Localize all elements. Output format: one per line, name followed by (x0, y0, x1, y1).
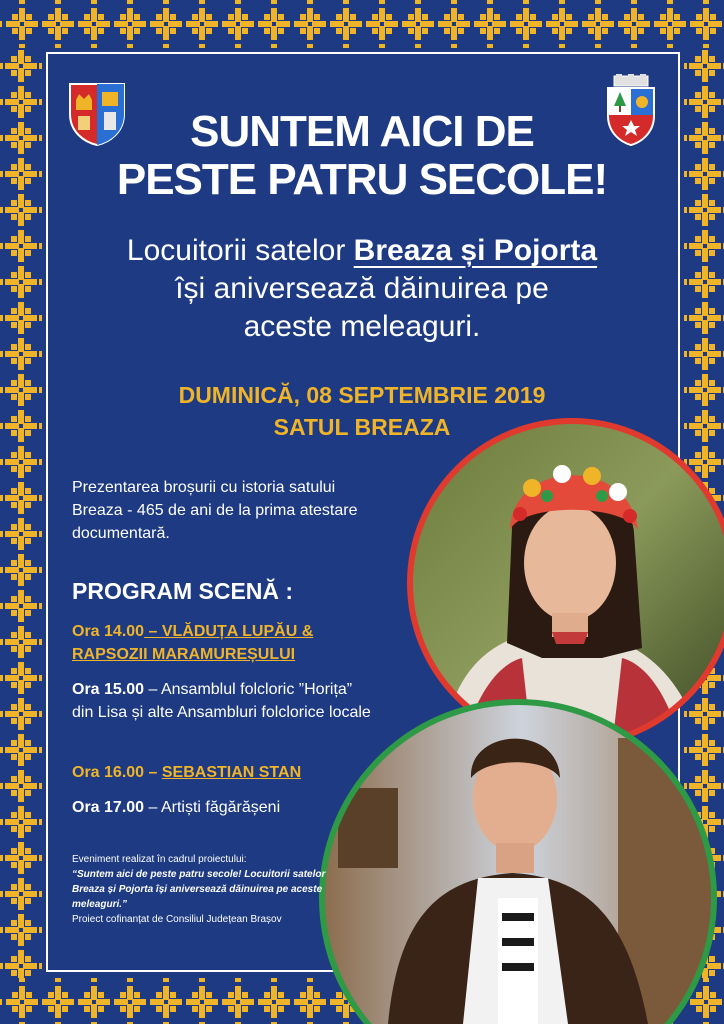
program-item (72, 761, 372, 784)
program-performer: VLĂDUȚA LUPĂU & RAPSOZII MARAMUREȘULUI (72, 623, 314, 663)
event-date: DUMINICĂ, 08 SEPTEMBRIE 2019 (178, 382, 546, 408)
subtitle-line-3: aceste meleaguri. (243, 310, 481, 343)
program-time: Ora 14.00 (72, 623, 145, 640)
funding-quote: “Suntem aici de peste patru secole! Locuitorii satelor Breaza și Pojorta își aniversează dăinuirea pe aceste meleaguri.” (72, 869, 326, 910)
program-sep: – (144, 799, 161, 816)
funding-line-3: Proiect cofinanțat de Consiliul Județean Brașov (72, 914, 282, 925)
subtitle-line-1 (70, 232, 654, 270)
program-sep: – (144, 681, 161, 698)
program-sep: – (144, 623, 162, 640)
program-time: Ora 17.00 (72, 799, 145, 816)
program-time: Ora 15.00 (72, 681, 145, 698)
subtitle-highlight: Breaza și Pojorta (353, 234, 598, 267)
program-item (72, 678, 372, 724)
program-item (72, 796, 372, 819)
folk-pattern-border-left (0, 48, 42, 978)
headline-line-1: SUNTEM AICI DE (190, 107, 534, 156)
subtitle-prefix: Locuitorii satelor (126, 234, 354, 267)
headline (70, 108, 654, 204)
folk-pattern-border-top (0, 0, 724, 48)
headline-line-2: PESTE PATRU SECOLE! (116, 155, 608, 204)
program-sep: – (144, 764, 162, 781)
subtitle-line-2: își aniversează dăinuirea pe (175, 272, 549, 305)
program-heading: PROGRAM SCENĂ : (72, 578, 294, 604)
funding-line-1: Eveniment realizat în cadrul proiectului: (72, 854, 247, 865)
event-location: SATUL BREAZA (273, 414, 451, 440)
photo-singer-man (318, 698, 724, 1024)
subtitle (70, 232, 654, 346)
program-item (72, 620, 372, 666)
presentation-text: Prezentarea broșurii cu istoria satului Breaza - 465 de ani de la prima atestare documentară. (72, 479, 358, 542)
funding-note (72, 852, 352, 927)
program-performer: SEBASTIAN STAN (161, 764, 302, 781)
program-performer: Ansamblul folcloric ”Horița” din Lisa și alte Ansambluri folclorice locale (72, 681, 371, 721)
program-performer: Artiști făgărășeni (160, 799, 281, 816)
program-time: Ora 16.00 (72, 764, 145, 781)
